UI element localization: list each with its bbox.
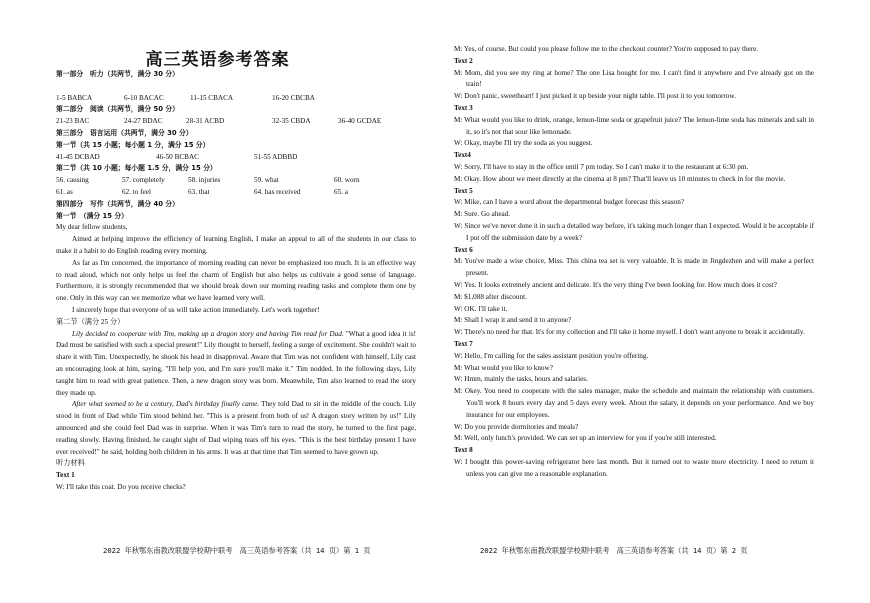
page-title: 高三英语参考答案 <box>145 50 290 70</box>
letter-paragraph: Aimed at helping improve the efficiency of learning English, I make an appeal to all of the students in our class to make it a habit to do English reading every morning. <box>56 235 416 255</box>
answer-group: 1-5 BABCA <box>56 93 93 102</box>
answer-group: 21-23 BAC <box>56 117 90 126</box>
dialogue-line: W: Mike, can I have a word about the departmental budget forecast this season? <box>454 198 685 207</box>
blank-answer: 64. has received <box>254 187 301 196</box>
page1-body <box>56 69 416 494</box>
dialogue-line: M: What would you like to drink, orange, lemon-lime soda or grapefruit juice? The lemon-lime soda has minerals and salt in it, so it's not that sour like lemonade. <box>454 115 814 136</box>
spacer <box>56 81 416 93</box>
dialogue-line: W: Okay, maybe I'll try the soda as you suggest. <box>454 139 593 148</box>
dialogue-line: M: Shall I wrap it and send it to anyone? <box>454 316 572 325</box>
dialogue-line: W: I'll take this coat. Do you receive checks? <box>56 482 186 491</box>
text-label: Text4 <box>454 151 471 160</box>
answer-page-2 <box>435 0 870 603</box>
answer-group: 46-50 BCBAC <box>156 152 199 161</box>
blank-answers-row-2 <box>56 187 416 199</box>
part4-section1-heading: 第一节 （满分 15 分） <box>56 211 128 220</box>
text-label: Text 7 <box>454 339 473 348</box>
blank-answer: 59. what <box>254 176 279 185</box>
part4-section2-heading: 第二节（满分 25 分） <box>56 317 125 326</box>
dialogue-line: W: Do you provide dormitories and meals? <box>454 422 579 431</box>
answer-group: 36-40 GCDAE <box>338 117 382 126</box>
blank-answer: 56. causing <box>56 176 89 185</box>
dialogue-line: M: What would you like to know? <box>454 363 553 372</box>
text-label: Text 1 <box>56 471 75 480</box>
text-label: Text 5 <box>454 186 473 195</box>
listening-label: 听力材料 <box>56 459 85 468</box>
text-label: Text 2 <box>454 56 473 65</box>
answer-group: 51-55 ADBBD <box>254 152 298 161</box>
dialogue-line: M: Sure. Go ahead. <box>454 210 511 219</box>
blank-answers-row-1 <box>56 175 416 187</box>
dialogue-line: M: Okey. You need to cooperate with the sales manager, make the schedule and maintain the relationship with customers. You'll work 8 hours every day and 5 days every week. About the salary, it depends on your performance. And we buy insurance for our employees. <box>454 387 814 419</box>
dialogue-line: W: There's no need for that. It's for my collection and I'll take it home myself. I don't want anyone to break it accidentally. <box>454 328 805 337</box>
answer-group: 11-15 CBACA <box>190 93 234 102</box>
answer-group: 16-20 CBCBA <box>272 93 315 102</box>
blank-answer: 61. as <box>56 187 73 196</box>
dialogue-line: M: Yes, of course. But could you please follow me to the checkout counter? You're supposed to pay there. <box>454 45 759 53</box>
part3-section1-heading: 第一节（共 15 小题；每小题 1 分，满分 15 分） <box>56 140 210 149</box>
answer-group: 41-45 DCBAD <box>56 152 100 161</box>
dialogue-line: W: Hello, I'm calling for the sales assistant position you're offering. <box>454 351 649 360</box>
part4-heading: 第四部分 写作（共两节，满分 40 分） <box>56 199 179 208</box>
story-paragraph <box>56 399 416 458</box>
letter-greeting: My dear fellow students, <box>56 223 128 232</box>
blank-answer: 62. to feel <box>122 187 151 196</box>
blank-answer: 58. injuries <box>188 176 221 185</box>
part3-section2-heading: 第二节（共 10 小题；每小题 1.5 分，满分 15 分） <box>56 164 217 173</box>
dialogue-line: W: Yes. It looks extremely ancient and delicate. It's the very thing I've been looking for. How much does it cost? <box>454 280 777 289</box>
page-footer: 2022 年秋鄂东南教改联盟学校期中联考 高三英语参考答案（共 14 页）第 1 页 <box>103 546 371 555</box>
blank-answer: 57. completely <box>122 176 165 185</box>
story-first-sentence: Lily decided to cooperate with Tim, making up a dragon story and having Tim read for Dad. <box>72 329 344 338</box>
story-first-sentence: After what seemed to be a century, Dad's birthday finally came. <box>72 400 260 409</box>
part2-heading: 第二部分 阅读（共两节，满分 50 分） <box>56 105 179 114</box>
story-continuation: They told Dad to sit in the middle of the couch. Lily stood in front of Dad while Tim stood behind her. "This is a present from both of us! A dragon story written by us!" Lily announced and she could feel Dad was in surprise. When it was Tim's turn to read the story, he turned to the first page, reading slowly. Having finished, he caught sight of Dad wiping tears off his eyes. "This is the best birthday present I have ever received!" he said, holding both children in his arms. It was at that time that Tim seemed to have grown up. <box>56 400 416 456</box>
text-label: Text 8 <box>454 446 473 455</box>
story-paragraph <box>56 329 416 400</box>
dialogue-line: W: Sorry, I'll have to stay in the office until 7 pm today. So I can't make it to the restaurant at 6:30 pm. <box>454 162 749 171</box>
blank-answer: 65. a <box>334 187 348 196</box>
text-label: Text 6 <box>454 245 473 254</box>
dialogue-line: M: Well, only lunch's provided. We can set up an interview for you if you're still interested. <box>454 434 717 443</box>
dialogue-line: W: Don't panic, sweetheart! I just picked it up beside your night table. I'll post it to you tomorrow. <box>454 92 736 101</box>
answer-group: 24-27 BDAC <box>124 117 163 126</box>
answer-group: 6-10 BACAC <box>124 93 164 102</box>
answer-group: 28-31 ACBD <box>186 117 225 126</box>
part3-section1-answers <box>56 152 416 164</box>
dialogue-line: W: I bought this power-saving refrigerator here last month. But it turned out to waste more electricity. I need to return it unless you can give me a reasonable explanation. <box>454 457 814 478</box>
dialogue-line: W: Since we've never done it in such a detailed way before, it's taking much longer than I expected. Would it be acceptable if I put off the submission date by a week? <box>454 221 814 242</box>
dialogue-line: M: You've made a wise choice, Miss. This china tea set is very valuable. It is made in Jingdezhen and will make a perfect present. <box>454 257 814 278</box>
letter-paragraph: As far as I'm concerned, the importance of morning reading can never be emphasized too much. It is an effective way to read aloud, which not only helps us feel the charm of English but also helps us cultivate a good sense of language. Furthermore, it is strongly recommended that we should break down our morning reading tasks and complete them one by one. Only in this way can we memorize what we have learned very well. <box>56 258 416 303</box>
page-footer: 2022 年秋鄂东南教改联盟学校期中联考 高三英语参考答案（共 14 页）第 2 页 <box>480 546 748 555</box>
text-label: Text 3 <box>454 103 473 112</box>
dialogue-line: M: $1,088 after discount. <box>454 292 527 301</box>
page2-body <box>454 44 814 480</box>
dialogue-line: M: Mom, did you see my ring at home? The one Lisa bought for me. I can't find it anywhere and I've already got on the train! <box>454 68 814 89</box>
letter-paragraph: I sincerely hope that everyone of us will take action immediately. Let's work together! <box>72 305 320 314</box>
part1-answers <box>56 93 416 105</box>
story-continuation: "What a good idea it is! Dad must be satisfied with such a special present!" Lily thought to herself, feeling a surge of excitement. She couldn't wait to share it with Tim. Unexpectedly, he shook his head in disapproval. Aware that Tim was not confident with himself, Lily cast an encouraging look at him, saying, "I'll help you, and I'm sure you'll make it." Tim nodded. In the following days, Lily taught him to read with great patience. Then, a new dragon story was born. Meanwhile, Tim also learned to read the story they made up. <box>56 329 417 397</box>
blank-answer: 60. worn <box>334 176 360 185</box>
dialogue-line: W: Hmm, mainly the tasks, hours and salaries. <box>454 375 588 384</box>
dialogue-line: M: Okay. How about we meet directly at the cinema at 8 pm? That'll leave us 10 minutes to check in for the movie. <box>454 174 786 183</box>
blank-answer: 63. that <box>188 187 210 196</box>
part1-heading: 第一部分 听力（共两节，满分 30 分） <box>56 70 179 78</box>
part2-answers <box>56 116 416 128</box>
answer-group: 32-35 CBDA <box>272 117 311 126</box>
dialogue-line: W: OK. I'll take it. <box>454 304 508 313</box>
part3-heading: 第三部分 语言运用（共两节，满分 30 分） <box>56 128 193 137</box>
